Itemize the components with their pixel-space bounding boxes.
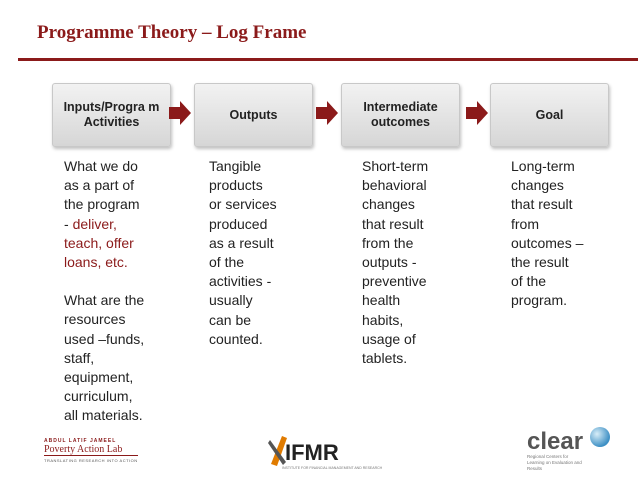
jpal-logo-line2: Poverty Action Lab [44, 444, 138, 456]
intermediate-box [341, 83, 460, 147]
jpal-logo-line3: TRANSLATING RESEARCH INTO ACTION [44, 458, 138, 463]
outputs-description: Tangible products or services produced as a result of the activities - usually can be counted. [209, 158, 277, 347]
jpal-logo [44, 438, 138, 463]
arrow-right-icon [466, 101, 488, 125]
clear-logo-subtitle: Regional Centers for Learning on Evaluation and Results [527, 454, 582, 471]
intermediate-box-label: Intermediate outcomes [363, 100, 438, 129]
goal-description: Long-term changes that result from outcomes – the result of the program. [511, 158, 584, 309]
outputs-box [194, 83, 313, 147]
page-title: Programme Theory – Log Frame [37, 22, 307, 43]
outputs-box-label: Outputs [229, 107, 278, 122]
clear-logo-text: clear [527, 428, 584, 455]
ifmr-logo-text: IFMR [285, 440, 339, 465]
arrow-right-icon [169, 101, 191, 125]
goal-box-label: Goal [535, 107, 564, 122]
inputs-box [52, 83, 171, 147]
inputs-description [64, 157, 144, 426]
goal-box [490, 83, 609, 147]
title-underline [18, 58, 638, 61]
inputs-description-part2: What are the resources used –funds, staff, equipment, curriculum, all materials. [64, 292, 145, 424]
jpal-logo-line1: ABDUL LATIF JAMEEL [44, 438, 117, 444]
inputs-box-label: Inputs/Progra m Activities [63, 100, 160, 129]
globe-icon [589, 426, 611, 448]
arrow-right-icon [316, 101, 338, 125]
intermediate-description: Short-term behavioral changes that result from the outputs - preventive health habits, usage of tablets. [362, 158, 429, 367]
inputs-description-highlight: deliver, teach, offer loans, etc. [64, 215, 134, 271]
ifmr-logo-tagline: INSTITUTE FOR FINANCIAL MANAGEMENT AND RESEARCH [282, 466, 383, 470]
inputs-description-part1: What we do as a part of the program - [64, 158, 140, 232]
clear-logo [527, 430, 587, 472]
